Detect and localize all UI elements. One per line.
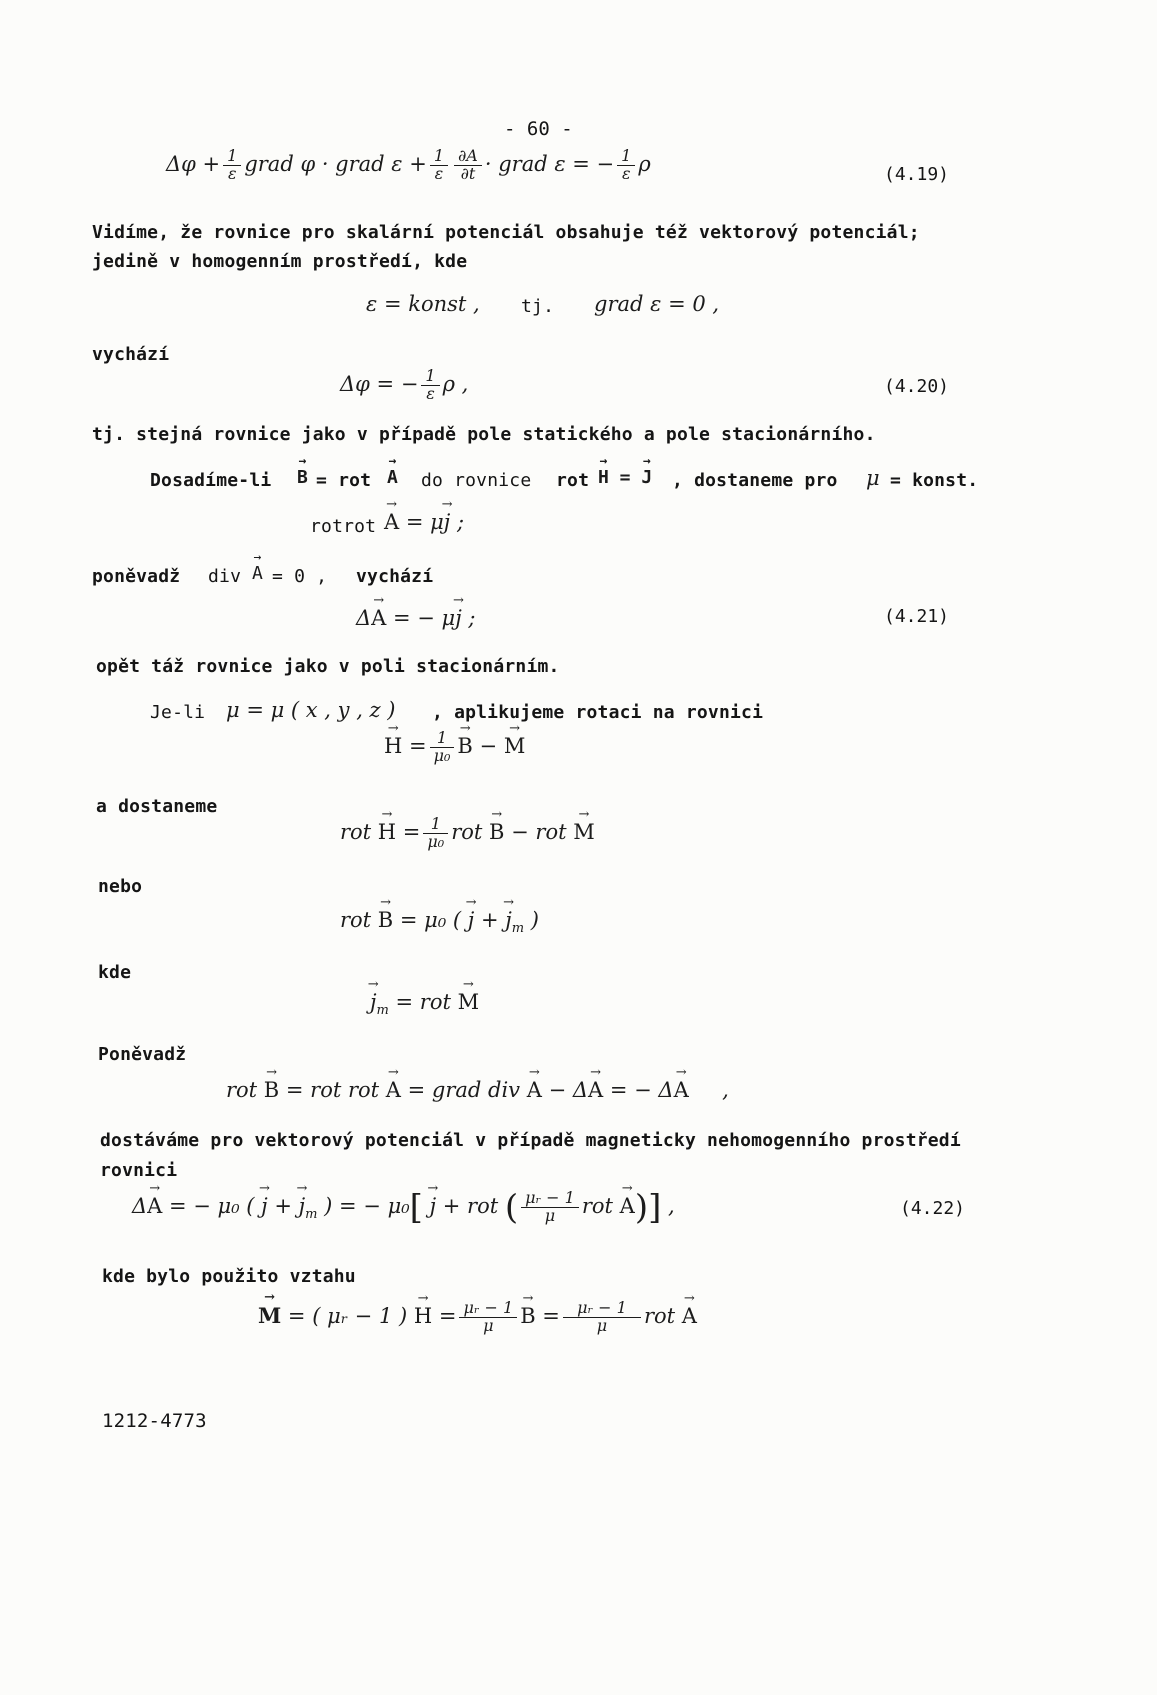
equation-rot-h: rot → H = $\frac{1}{\text{μ₀}}$ rot → B − rot → M — [340, 816, 595, 851]
paragraph-3: opět táž rovnice jako v poli stacionárním. — [96, 656, 560, 677]
tj-label: tj. — [521, 296, 555, 317]
equation-4-21: Δ→ A = − μ→ j ; — [356, 606, 476, 630]
a-dostaneme-label: a dostaneme — [96, 796, 218, 817]
konst-label: = konst. — [890, 470, 979, 491]
b-vector-symbol: → B — [297, 467, 308, 488]
page-number: - 60 - — [504, 118, 573, 140]
equation-4-19: Δφ + $\frac{1}{\varepsilon}$ grad φ · grad ε + $\frac{1}{\varepsilon}$ $\frac{\partial A}{\partial t}$ · grad ε = − $\frac{1}{\varepsilon}$ ρ — [166, 146, 651, 183]
a-vector-symbol: → A — [387, 467, 398, 488]
footer-code: 1212-4773 — [102, 1410, 207, 1432]
rotrot-equation: → A = μ→ j ; — [384, 510, 464, 534]
equation-rot-b: rot → B = μ₀ ( → j + → $j_m$ ) — [340, 908, 539, 936]
vychazi-label-2: vychází — [356, 566, 434, 587]
ponevadz-label-2: Poněvadž — [98, 1044, 187, 1065]
ponevadz-label-1: poněvadž — [92, 566, 181, 587]
div-a-vector: → A — [252, 563, 263, 584]
kde-bylo-label: kde bylo použito vztahu — [102, 1266, 356, 1287]
paragraph-1-line-1: Vidíme, že rovnice pro skalární potenciál obsahuje též vektorový potenciál; — [92, 222, 920, 243]
rot-word: rot — [556, 470, 590, 491]
equation-4-22: Δ→ A = − μ₀ ( → j + → $j_m$ ) = − μ₀[ → j + rot ( $\frac{\text{μᵣ − 1}}{\mu}$ rot → A)] , — [132, 1190, 675, 1225]
vychazi-label-1: vychází — [92, 344, 170, 365]
div-tail: = 0 , — [272, 566, 328, 587]
jeli-label: Je-li — [150, 702, 206, 723]
do-rovnice-label: do rovnice — [421, 470, 532, 491]
mu-symbol: μ — [866, 466, 880, 490]
rotrot-label: rotrot — [310, 516, 377, 537]
equation-h-b-m: → H = $\frac{1}{\text{μ₀}}$ → B − → M — [384, 730, 525, 765]
dosadime-label: Dosadíme-li — [150, 470, 272, 491]
paragraph-2: tj. stejná rovnice jako v případě pole statického a pole stacionárního. — [92, 424, 876, 445]
eq-rot-label: = rot — [316, 470, 372, 491]
mu-xyz-expression: μ = μ ( x , y , z ) — [226, 698, 396, 722]
equation-4-22-label: (4.22) — [900, 1198, 966, 1219]
paragraph-1-line-2: jedině v homogenním prostředí, kde — [92, 251, 468, 272]
h-eq-j-expression: → H = → J — [598, 467, 652, 488]
nebo-label: nebo — [98, 876, 143, 897]
equation-4-21-label: (4.21) — [884, 606, 950, 627]
div-word: div — [208, 566, 242, 587]
equation-4-20: Δφ = − $\frac{1}{\varepsilon}$ ρ , — [340, 366, 469, 403]
equation-jm: → $j_m$ = rot → M — [370, 990, 479, 1018]
aplikujeme-label: , aplikujeme rotaci na rovnici — [432, 702, 764, 723]
equation-4-20-label: (4.20) — [884, 376, 950, 397]
dostaneme-pro-label: , dostaneme pro — [672, 470, 838, 491]
equation-4-19-label: (4.19) — [884, 164, 950, 185]
equation-rot-rot-a: rot → B = rot rot → A = grad div → A − Δ→ A = − Δ→ A , — [226, 1078, 729, 1102]
paragraph-4-line-2: rovnici — [100, 1160, 178, 1181]
equation-eps-konst: ε = konst , — [366, 292, 480, 316]
paragraph-4-line-1: dostáváme pro vektorový potenciál v případě magneticky nehomogenního prostředí — [100, 1130, 961, 1151]
equation-m: → M = ( μᵣ − 1 ) → H = $\frac{\text{μᵣ − 1}}{\mu}$ → B = $\frac{\text{μᵣ − 1}}{\mu}$ rot → A — [258, 1300, 697, 1335]
equation-grad-eps-zero: grad ε = 0 , — [594, 292, 720, 316]
kde-label: kde — [98, 962, 132, 983]
